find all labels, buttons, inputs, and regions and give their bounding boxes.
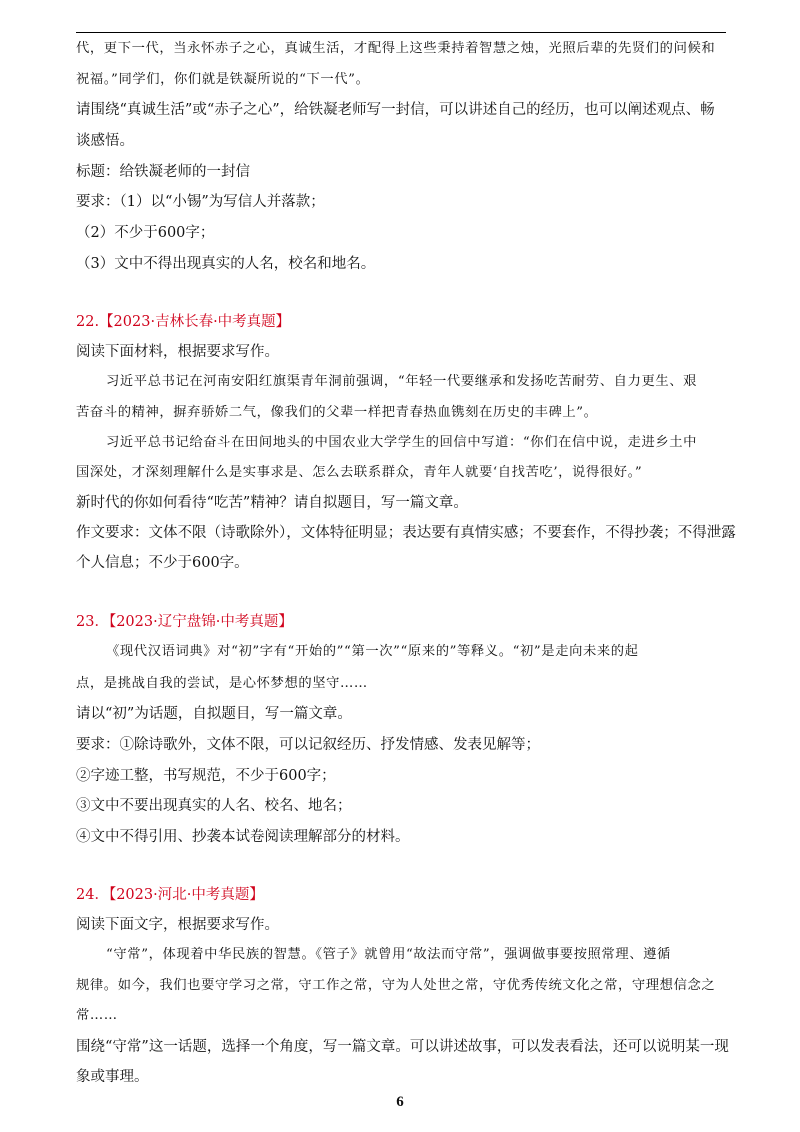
q22-header: 22.【2023·吉林长春·中考真题】 bbox=[76, 314, 291, 330]
page-number: 6 bbox=[396, 1094, 404, 1110]
q21-title: 标题：给铁凝老师的一封信 bbox=[76, 164, 250, 180]
q22-intro: 阅读下面材料，根据要求写作。 bbox=[76, 344, 279, 360]
q22-material-line: 国深处，才深刻理解什么是实事求是、怎么去联系群众，青年人就要‘自找苦吃’，说得很好。” bbox=[76, 465, 643, 480]
q24-header: 24．【2023·河北·中考真题】 bbox=[76, 887, 264, 903]
q23-requirement: ④文中不得引用、抄袭本试卷阅读理解部分的材料。 bbox=[76, 829, 410, 845]
q23-requirement: 要求：①除诗歌外，文体不限，可以记叙经历、抒发情感、发表见解等； bbox=[76, 737, 540, 753]
q22-requirement: 个人信息；不少于600字。 bbox=[76, 555, 249, 571]
q23-requirement: ②字迹工整，书写规范，不少于600字； bbox=[76, 768, 336, 784]
q23-prompt: 请以“初”为话题，自拟题目，写一篇文章。 bbox=[76, 706, 352, 722]
q21-text-line: 代，更下一代，当永怀赤子之心，真诚生活，才配得上这些秉持着智慧之烛，光照后辈的先贤们的问候和 bbox=[76, 41, 716, 56]
q22-material-line: 习近平总书记给奋斗在田间地头的中国农业大学学生的回信中写道：“你们在信中说，走进乡土中 bbox=[106, 435, 698, 450]
q23-requirement: ③文中不要出现真实的人名、校名、地名； bbox=[76, 798, 352, 814]
q24-intro: 阅读下面文字，根据要求写作。 bbox=[76, 917, 279, 933]
q21-text-line: 祝福。”同学们，你们就是铁凝所说的“下一代”。 bbox=[76, 72, 370, 87]
q22-question: 新时代的你如何看待“吃苦”精神？请自拟题目，写一篇文章。 bbox=[76, 495, 468, 511]
q24-material-line: “守常”，体现着中华民族的智慧。《管子》就曾用“故法而守常”，强调做事要按照常理、遵循 bbox=[106, 947, 671, 962]
q24-prompt: 围绕“守常”这一话题，选择一个角度，写一篇文章。可以讲述故事，可以发表看法，还可以说明某一现 bbox=[76, 1039, 729, 1055]
q21-prompt: 请围绕“真诚生活”或“赤子之心”，给铁凝老师写一封信，可以讲述自己的经历，也可以阐述观点、畅 bbox=[76, 102, 715, 118]
q22-requirement: 作文要求：文体不限（诗歌除外），文体特征明显；表达要有真情实感；不要套作，不得抄袭；不得泄露 bbox=[76, 525, 736, 541]
q21-requirement: （2）不少于600字； bbox=[76, 225, 215, 241]
q21-prompt: 谈感悟。 bbox=[76, 133, 134, 149]
q24-material-line: 常…… bbox=[76, 1008, 118, 1023]
q23-header: 23．【2023·辽宁盘锦·中考真题】 bbox=[76, 614, 293, 630]
q21-requirement: 要求：（1）以“小锡”为写信人并落款； bbox=[76, 194, 325, 210]
q22-material-line: 习近平总书记在河南安阳红旗渠青年洞前强调，“年轻一代要继承和发扬吃苦耐劳、自力更生、艰 bbox=[106, 374, 698, 389]
q23-material-line: 《现代汉语词典》对“初”字有“开始的”“第一次”“原来的”等释义。“初”是走向未来的起 bbox=[106, 644, 639, 659]
q21-requirement: （3）文中不得出现真实的人名，校名和地名。 bbox=[76, 256, 376, 272]
q24-material-line: 规律。如今，我们也要守学习之常，守工作之常，守为人处世之常，守优秀传统文化之常，守理想信念之 bbox=[76, 978, 716, 993]
q22-material-line: 苦奋斗的精神，摒弃骄娇二气，像我们的父辈一样把青春热血镌刻在历史的丰碑上”。 bbox=[76, 405, 598, 420]
q23-material-line: 点，是挑战自我的尝试，是心怀梦想的坚守…… bbox=[76, 676, 368, 691]
q24-prompt: 象或事理。 bbox=[76, 1069, 149, 1085]
header-rule bbox=[76, 32, 726, 33]
